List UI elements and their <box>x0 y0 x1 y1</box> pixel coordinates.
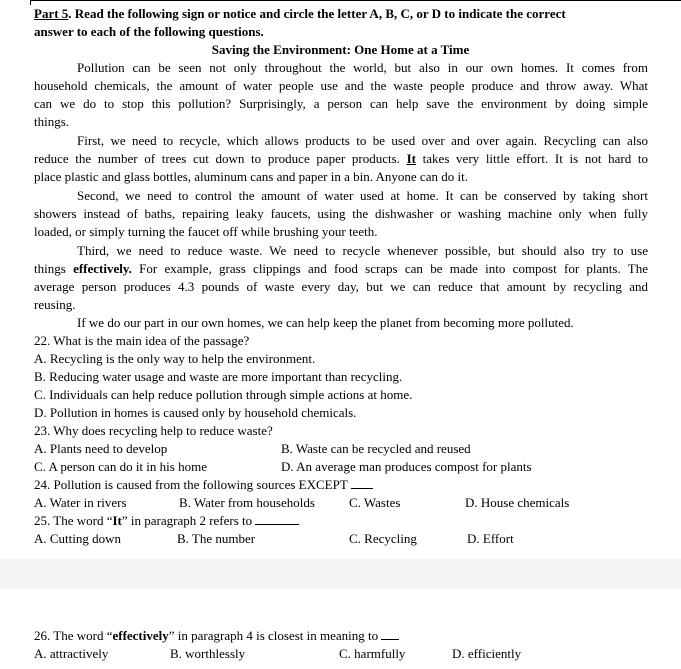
answer-blank <box>381 639 399 640</box>
q24-option-b[interactable]: B. Water from households <box>179 495 315 510</box>
p2-text: reduce the number of trees cut down to produce paper products. <box>34 151 407 166</box>
question-24-stem <box>34 476 373 494</box>
q25-stem-text: 25. The word “ <box>34 513 113 528</box>
part-label: Part 5 <box>34 6 69 21</box>
passage-p1-line: can we do to stop this pollution? Surprisingly, a person can help save the environment by doing simple <box>34 96 648 111</box>
q23-option-a[interactable]: A. Plants need to develop <box>34 441 168 456</box>
q26-stem-text: ” in paragraph 4 is closest in meaning to <box>168 628 379 643</box>
q25-target-word: It <box>112 513 122 528</box>
question-23-stem: 23. Why does recycling help to reduce waste? <box>34 423 273 438</box>
part-instruction <box>34 5 566 23</box>
p2-text: takes very little effort. It is not hard to <box>416 151 648 166</box>
highlighted-word-it: It <box>406 151 416 166</box>
q26-option-d[interactable]: D. efficiently <box>452 646 522 661</box>
passage-p3-line: Second, we need to control the amount of water used at home. It can be conserved by taking short <box>77 188 648 203</box>
q26-stem-text: 26. The word “ <box>34 628 113 643</box>
q22-option-c[interactable]: C. Individuals can help reduce pollution through simple actions at home. <box>34 387 413 402</box>
page-break <box>0 559 681 589</box>
passage-title: Saving the Environment: One Home at a Time <box>211 42 470 57</box>
q24-option-c[interactable]: C. Wastes <box>349 495 401 510</box>
q25-option-c[interactable]: C. Recycling <box>349 531 417 546</box>
passage-p1-line: Pollution can be seen not only throughout the world, but also in our own homes. It comes from <box>77 60 648 75</box>
q23-option-b[interactable]: B. Waste can be recycled and reused <box>281 441 471 456</box>
q25-stem-text: ” in paragraph 2 refers to <box>121 513 253 528</box>
p4-text: For example, grass clippings and food scraps can be made into compost for plants. The <box>131 261 648 276</box>
q24-option-a[interactable]: A. Water in rivers <box>34 495 127 510</box>
passage-p3-line: loaded, or simply turning the faucet off while brushing your teeth. <box>34 224 378 239</box>
q26-option-c[interactable]: C. harmfully <box>339 646 406 661</box>
q25-option-d[interactable]: D. Effort <box>467 531 514 546</box>
question-22-stem: 22. What is the main idea of the passage? <box>34 333 250 348</box>
passage-p2-line <box>34 150 648 168</box>
answer-blank <box>255 524 299 525</box>
part-instruction-cont: answer to each of the following questions. <box>34 24 264 39</box>
passage-p4-line: reusing. <box>34 297 76 312</box>
q23-option-d[interactable]: D. An average man produces compost for plants <box>281 459 532 474</box>
question-25-stem <box>34 512 299 530</box>
passage-p4-line: Third, we need to reduce waste. We need to recycle whenever possible, but should also try to use <box>77 243 648 258</box>
passage-p5-line: If we do our part in our own homes, we can help keep the planet from becoming more polluted. <box>77 315 574 330</box>
q25-option-a[interactable]: A. Cutting down <box>34 531 122 546</box>
answer-blank <box>351 488 373 489</box>
part-instruction-text: . Read the following sign or notice and circle the letter A, B, C, or D to indicate the correct <box>68 6 566 21</box>
q22-option-a[interactable]: A. Recycling is the only way to help the environment. <box>34 351 316 366</box>
passage-p2-line: place plastic and glass bottles, aluminum cans and paper in a bin. Anyone can do it. <box>34 169 468 184</box>
q22-option-b[interactable]: B. Reducing water usage and waste are more important than recycling. <box>34 369 403 384</box>
passage-p1-line: household chemicals, the amount of water people use and the waste people produce and throw away. What <box>34 78 648 93</box>
passage-p2-line: First, we need to recycle, which allows products to be used over and over again. Recycling can also <box>77 133 648 148</box>
q24-stem-text: 24. Pollution is caused from the following sources EXCEPT <box>34 477 348 492</box>
q23-option-c[interactable]: C. A person can do it in his home <box>34 459 207 474</box>
passage-p3-line: showers instead of baths, repairing leaky faucets, using the dishwasher or washing machine only when fully <box>34 206 648 221</box>
passage-p4-line: average person produces 4.3 pounds of waste every day, but we can reduce that amount by recycling and <box>34 279 648 294</box>
q22-option-d[interactable]: D. Pollution in homes is caused only by household chemicals. <box>34 405 357 420</box>
q26-option-a[interactable]: A. attractively <box>34 646 109 661</box>
passage-p4-line <box>34 260 648 278</box>
question-26-stem <box>34 627 399 645</box>
q25-option-b[interactable]: B. The number <box>177 531 256 546</box>
highlighted-word-effectively: effectively. <box>73 261 132 276</box>
q24-option-d[interactable]: D. House chemicals <box>465 495 570 510</box>
p4-text: things <box>34 261 74 276</box>
q26-target-word: effectively <box>112 628 169 643</box>
q26-option-b[interactable]: B. worthlessly <box>170 646 246 661</box>
passage-p1-line: things. <box>34 114 70 129</box>
